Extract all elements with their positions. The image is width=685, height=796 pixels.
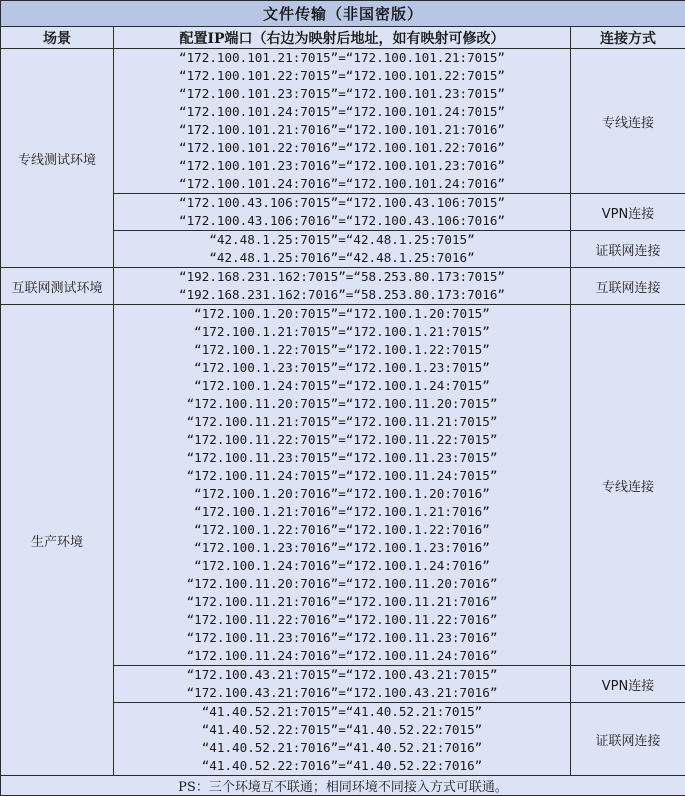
ip-mapping-cell bbox=[114, 305, 571, 666]
ip-mapping-line: “172.100.101.24:7016”=“172.100.101.24:7016” bbox=[114, 175, 570, 193]
connection-method-cell: 互联网连接 bbox=[571, 268, 685, 305]
ip-mapping-line: “41.40.52.21:7015”=“41.40.52.21:7015” bbox=[114, 703, 570, 721]
ip-mapping-cell bbox=[114, 666, 571, 703]
header-config: 配置IP端口（右边为映射后地址，如有映射可修改） bbox=[114, 27, 571, 49]
ip-mapping-line: “172.100.101.22:7016”=“172.100.101.22:7016” bbox=[114, 139, 570, 157]
ip-mapping-line: “192.168.231.162:7015”=“58.253.80.173:7015” bbox=[114, 268, 570, 286]
ip-mapping-line: “172.100.11.20:7016”=“172.100.11.20:7016” bbox=[114, 575, 570, 593]
ip-mapping-line: “172.100.101.23:7015”=“172.100.101.23:7015” bbox=[114, 85, 570, 103]
ip-mapping-line: “192.168.231.162:7016”=“58.253.80.173:7016” bbox=[114, 286, 570, 304]
ip-mapping-line: “172.100.1.21:7015”=“172.100.1.21:7015” bbox=[114, 323, 570, 341]
ip-mapping-line: “172.100.11.23:7015”=“172.100.11.23:7015” bbox=[114, 449, 570, 467]
ip-mapping-line: “172.100.101.21:7015”=“172.100.101.21:7015” bbox=[114, 49, 570, 67]
ip-mapping-line: “42.48.1.25:7015”=“42.48.1.25:7015” bbox=[114, 231, 570, 249]
table-row bbox=[1, 49, 685, 194]
ip-mapping-line: “172.100.11.20:7015”=“172.100.11.20:7015” bbox=[114, 395, 570, 413]
connection-method-cell: 专线连接 bbox=[571, 305, 685, 666]
ip-mapping-line: “172.100.11.22:7016”=“172.100.11.22:7016” bbox=[114, 611, 570, 629]
connection-method-cell: VPN连接 bbox=[571, 666, 685, 703]
ip-mapping-line: “172.100.1.22:7016”=“172.100.1.22:7016” bbox=[114, 521, 570, 539]
scene-cell: 生产环境 bbox=[1, 305, 114, 776]
ip-mapping-line: “41.40.52.22:7015”=“41.40.52.22:7015” bbox=[114, 721, 570, 739]
ip-mapping-line: “172.100.101.23:7016”=“172.100.101.23:7016” bbox=[114, 157, 570, 175]
ip-mapping-line: “41.40.52.21:7016”=“41.40.52.21:7016” bbox=[114, 739, 570, 757]
ip-mapping-line: “172.100.43.21:7016”=“172.100.43.21:7016” bbox=[114, 684, 570, 702]
ip-mapping-line: “172.100.101.22:7015”=“172.100.101.22:7015” bbox=[114, 67, 570, 85]
ip-mapping-cell bbox=[114, 231, 571, 268]
ip-mapping-line: “172.100.1.20:7015”=“172.100.1.20:7015” bbox=[114, 305, 570, 323]
scene-cell: 互联网测试环境 bbox=[1, 268, 114, 305]
connection-method-cell: VPN连接 bbox=[571, 194, 685, 231]
ip-mapping-line: “172.100.11.24:7016”=“172.100.11.24:7016” bbox=[114, 647, 570, 665]
ip-mapping-line: “41.40.52.22:7016”=“41.40.52.22:7016” bbox=[114, 757, 570, 775]
ip-mapping-line: “172.100.11.24:7015”=“172.100.11.24:7015” bbox=[114, 467, 570, 485]
ip-mapping-line: “172.100.1.20:7016”=“172.100.1.20:7016” bbox=[114, 485, 570, 503]
ip-mapping-line: “172.100.101.24:7015”=“172.100.101.24:7015” bbox=[114, 103, 570, 121]
ip-mapping-line: “172.100.1.21:7016”=“172.100.1.21:7016” bbox=[114, 503, 570, 521]
ip-mapping-line: “172.100.11.21:7016”=“172.100.11.21:7016” bbox=[114, 593, 570, 611]
ip-mapping-line: “172.100.101.21:7016”=“172.100.101.21:7016” bbox=[114, 121, 570, 139]
connection-method-cell: 证联网连接 bbox=[571, 231, 685, 268]
table-title: 文件传输（非国密版） bbox=[1, 1, 685, 27]
footer-note: PS：三个环境互不联通；相同环境不同接入方式可联通。 bbox=[1, 776, 685, 796]
ip-mapping-line: “172.100.1.24:7016”=“172.100.1.24:7016” bbox=[114, 557, 570, 575]
ip-mapping-line: “172.100.11.21:7015”=“172.100.11.21:7015” bbox=[114, 413, 570, 431]
ip-mapping-line: “42.48.1.25:7016”=“42.48.1.25:7016” bbox=[114, 249, 570, 267]
connection-method-cell: 专线连接 bbox=[571, 49, 685, 194]
table-row bbox=[1, 268, 685, 305]
ip-mapping-line: “172.100.43.21:7015”=“172.100.43.21:7015” bbox=[114, 666, 570, 684]
ip-mapping-line: “172.100.43.106:7016”=“172.100.43.106:7016” bbox=[114, 212, 570, 230]
ip-mapping-line: “172.100.11.22:7015”=“172.100.11.22:7015” bbox=[114, 431, 570, 449]
header-method: 连接方式 bbox=[571, 27, 685, 49]
ip-mapping-line: “172.100.43.106:7015”=“172.100.43.106:7015” bbox=[114, 194, 570, 212]
scene-cell: 专线测试环境 bbox=[1, 49, 114, 268]
table-body bbox=[1, 49, 685, 776]
header-scene: 场景 bbox=[1, 27, 114, 49]
connection-method-cell: 证联网连接 bbox=[571, 703, 685, 776]
ip-mapping-line: “172.100.1.22:7015”=“172.100.1.22:7015” bbox=[114, 341, 570, 359]
ip-mapping-cell bbox=[114, 194, 571, 231]
ip-mapping-line: “172.100.1.23:7015”=“172.100.1.23:7015” bbox=[114, 359, 570, 377]
ip-mapping-cell bbox=[114, 49, 571, 194]
table-row bbox=[1, 305, 685, 666]
header-row bbox=[1, 27, 685, 49]
ip-mapping-line: “172.100.1.24:7015”=“172.100.1.24:7015” bbox=[114, 377, 570, 395]
ip-mapping-line: “172.100.1.23:7016”=“172.100.1.23:7016” bbox=[114, 539, 570, 557]
ip-mapping-line: “172.100.11.23:7016”=“172.100.11.23:7016” bbox=[114, 629, 570, 647]
ip-mapping-cell bbox=[114, 268, 571, 305]
ip-mapping-cell bbox=[114, 703, 571, 776]
